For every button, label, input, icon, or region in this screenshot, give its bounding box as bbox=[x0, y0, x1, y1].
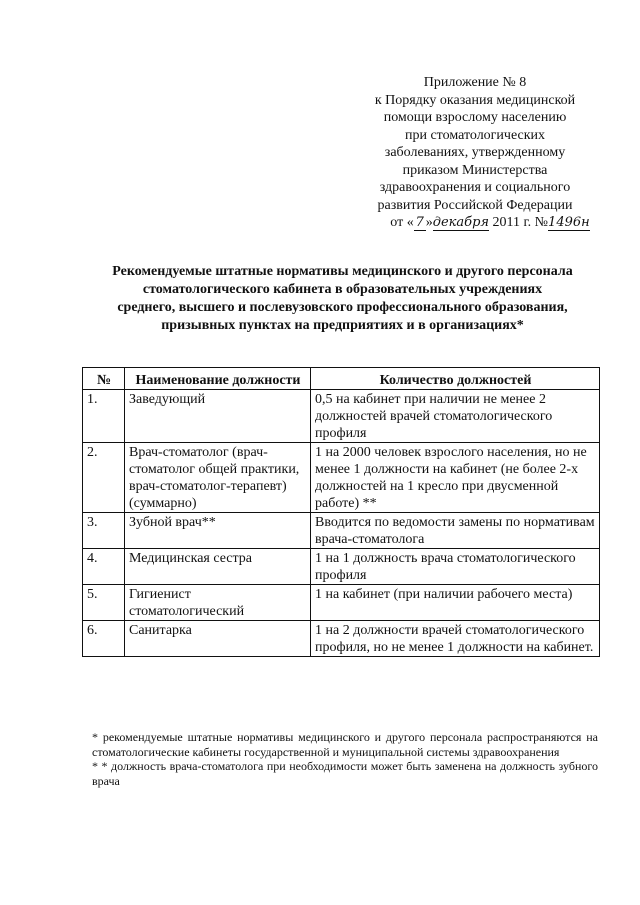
row-quantity: Вводится по ведомости замены по нормативам врача-стоматолога bbox=[311, 513, 600, 549]
table-header-row bbox=[83, 368, 600, 390]
title-line: призывных пунктах на предприятиях и в организациях* bbox=[161, 318, 524, 333]
row-quantity: 1 на 1 должность врача стоматологического профиля bbox=[311, 549, 600, 585]
row-position-name: Гигиенист стоматологический bbox=[125, 585, 311, 621]
table-row bbox=[83, 513, 600, 549]
header-number: № bbox=[83, 368, 125, 390]
appendix-line: развития Российской Федерации bbox=[377, 197, 573, 213]
footnotes bbox=[92, 730, 598, 788]
title-line: Рекомендуемые штатные нормативы медицинского и другого персонала bbox=[112, 264, 573, 279]
handwritten-month: декабря bbox=[432, 215, 490, 230]
row-position-name: Зубной врач** bbox=[125, 513, 311, 549]
row-position-name: Санитарка bbox=[125, 621, 311, 657]
staffing-table bbox=[82, 367, 600, 657]
table-row bbox=[83, 621, 600, 657]
appendix-line: при стоматологических bbox=[404, 127, 546, 143]
date-year: 2011 г. № bbox=[492, 215, 549, 230]
appendix-line: приказом Министерства bbox=[402, 162, 548, 178]
row-number: 2. bbox=[83, 443, 125, 513]
row-number: 4. bbox=[83, 549, 125, 585]
row-quantity: 1 на 2 должности врачей стоматологического профиля, но не менее 1 должности на кабинет. bbox=[311, 621, 600, 657]
table-row bbox=[83, 585, 600, 621]
table-row bbox=[83, 443, 600, 513]
row-position-name: Врач-стоматолог (врач-стоматолог общей практики, врач-стоматолог-терапевт) (суммарно) bbox=[125, 443, 311, 513]
row-quantity: 1 на 2000 человек взрослого населения, но не менее 1 должности на кабинет (не более 2-х должностей на 1 кресло при двусменной работе) ** bbox=[311, 443, 600, 513]
date-mid: » bbox=[425, 215, 433, 230]
row-number: 3. bbox=[83, 513, 125, 549]
header-quantity: Количество должностей bbox=[311, 368, 600, 390]
footnote: * * должность врача-стоматолога при необходимости может быть заменена на должность зубного врача bbox=[92, 759, 598, 788]
row-number: 5. bbox=[83, 585, 125, 621]
appendix-line: здравоохранения и социального bbox=[379, 180, 571, 195]
title-line: среднего, высшего и послевузовского профессионального образования, bbox=[117, 300, 568, 315]
document-title bbox=[60, 263, 625, 335]
table-row bbox=[83, 390, 600, 443]
row-number: 1. bbox=[83, 390, 125, 443]
order-date-line bbox=[346, 214, 604, 232]
row-position-name: Заведующий bbox=[125, 390, 311, 443]
title-line: стоматологического кабинета в образовательных учреждениях bbox=[142, 282, 543, 297]
footnote: * рекомендуемые штатные нормативы медицинского и другого персонала распространяются на стоматологические кабинеты государственной и муниципальной системы здравоохранения bbox=[92, 730, 598, 759]
appendix-line: помощи взрослому населению bbox=[383, 110, 567, 125]
appendix-line: Приложение № 8 bbox=[423, 75, 527, 90]
row-quantity: 0,5 на кабинет при наличии не менее 2 должностей врачей стоматологического профиля bbox=[311, 390, 600, 443]
row-position-name: Медицинская сестра bbox=[125, 549, 311, 585]
table-row bbox=[83, 549, 600, 585]
handwritten-day: 7 bbox=[415, 215, 424, 230]
appendix-line: к Порядку оказания медицинской bbox=[374, 92, 576, 108]
handwritten-order-number: 1496н bbox=[548, 215, 590, 230]
appendix-line: заболеваниях, утвержденному bbox=[384, 145, 566, 160]
row-quantity: 1 на кабинет (при наличии рабочего места) bbox=[311, 585, 600, 621]
date-prefix: от « bbox=[390, 215, 414, 230]
header-position-name: Наименование должности bbox=[125, 368, 311, 390]
row-number: 6. bbox=[83, 621, 125, 657]
appendix-block bbox=[346, 74, 604, 232]
